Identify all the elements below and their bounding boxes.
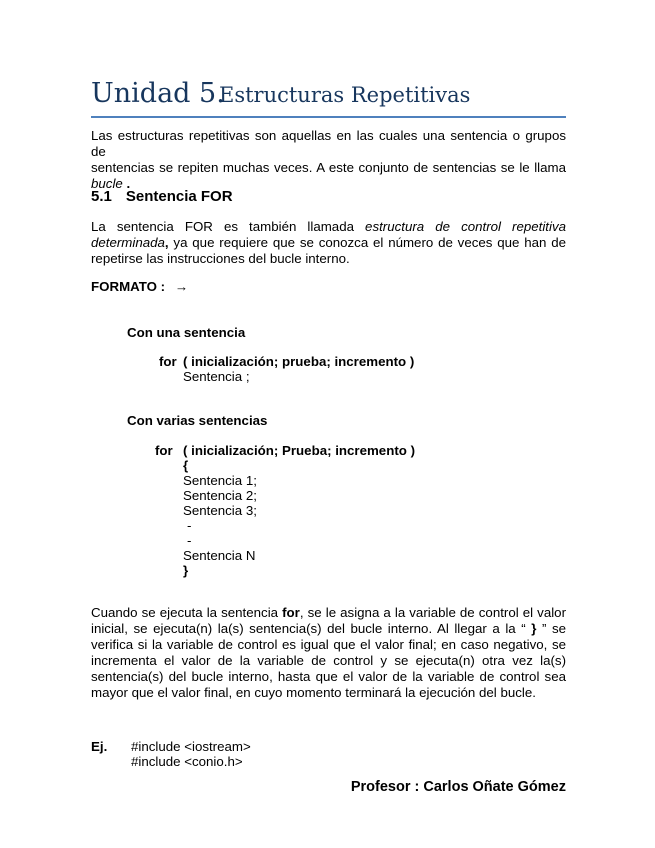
formato-label bbox=[91, 279, 188, 295]
chapter-unit: Unidad 5. bbox=[91, 78, 225, 109]
intro-paragraph bbox=[91, 128, 566, 192]
right-arrow-icon: → bbox=[174, 279, 189, 294]
ellipsis-dash: - bbox=[187, 533, 192, 548]
explain-text: , se le asigna a la variable de control el valor bbox=[299, 605, 566, 620]
explain-bold: } bbox=[531, 621, 537, 636]
multi-body bbox=[183, 458, 257, 578]
desc-line bbox=[91, 219, 566, 235]
statement-line: Sentencia N bbox=[183, 548, 256, 563]
section-number: 5.1 bbox=[91, 188, 112, 205]
example-label: Ej. bbox=[91, 739, 108, 754]
intro-italic: bucle bbox=[91, 176, 123, 191]
desc-text: La sentencia FOR es también llamada bbox=[91, 219, 366, 234]
include-line: #include <iostream> bbox=[131, 739, 251, 754]
single-heading: Con una sentencia bbox=[127, 325, 246, 340]
intro-line: sentencias se repiten muchas veces. A este conjunto de sentencias se le llama bbox=[91, 160, 566, 175]
single-body: Sentencia ; bbox=[183, 369, 250, 384]
include-line: #include <conio.h> bbox=[131, 754, 243, 769]
desc-line bbox=[91, 235, 566, 251]
multi-for-keyword: for bbox=[155, 443, 173, 458]
explain-line: mayor que el valor final, en cuyo momento terminará la ejecución del bucle. bbox=[91, 685, 536, 700]
footer-professor: Profesor : Carlos Oñate Gómez bbox=[350, 779, 566, 795]
desc-line: repetirse las instrucciones del bucle interno. bbox=[91, 251, 350, 266]
multi-heading: Con varias sentencias bbox=[127, 413, 268, 428]
explain-line bbox=[91, 621, 566, 637]
explain-line: sentencia(s) del bucle interno, hasta que el valor de la variable de control sea bbox=[91, 669, 566, 684]
explain-text: Cuando se ejecuta la sentencia bbox=[91, 605, 283, 620]
explain-line bbox=[91, 605, 566, 621]
explain-bold: for bbox=[282, 605, 300, 620]
multi-for-header: ( inicialización; Prueba; incremento ) bbox=[183, 443, 416, 458]
ellipsis-dash: - bbox=[187, 518, 192, 533]
statement-line: Sentencia 3; bbox=[183, 503, 257, 518]
desc-italic: determinada bbox=[91, 235, 165, 250]
explain-line: verifica si la variable de control es igual que el valor final; en caso negativo, se bbox=[91, 637, 566, 652]
section-title: Sentencia FOR bbox=[125, 188, 233, 205]
explain-text: inicial, se ejecuta(n) la(s) sentencia(s) del bucle interno. Al llegar a la “ bbox=[91, 621, 532, 636]
example-code bbox=[131, 739, 251, 769]
single-for-header: ( inicialización; prueba; incremento ) bbox=[183, 354, 415, 369]
explain-text: ” se bbox=[536, 621, 566, 636]
close-brace: } bbox=[183, 563, 189, 578]
section-heading bbox=[91, 188, 233, 205]
statement-line: Sentencia 2; bbox=[183, 488, 257, 503]
statement-line: Sentencia 1; bbox=[183, 473, 257, 488]
open-brace: { bbox=[183, 458, 189, 473]
desc-italic: estructura de control repetitiva bbox=[365, 219, 566, 234]
explanation-paragraph bbox=[91, 605, 566, 701]
intro-line: Las estructuras repetitivas son aquellas en las cuales una sentencia o grupos de bbox=[91, 128, 566, 159]
desc-text: ya que requiere que se conozca el número de veces que han de bbox=[168, 235, 566, 250]
formato-text: FORMATO : bbox=[91, 279, 166, 294]
intro-end: . bbox=[122, 176, 131, 191]
desc-bold: , bbox=[164, 235, 169, 250]
explain-line: incrementa el valor de la variable de control y se ejecuta(n) otra vez la(s) bbox=[91, 653, 566, 668]
single-for-keyword: for bbox=[159, 354, 177, 369]
for-description bbox=[91, 219, 566, 267]
chapter-subtitle: Estructuras Repetitivas bbox=[219, 83, 471, 107]
chapter-title bbox=[91, 76, 566, 118]
